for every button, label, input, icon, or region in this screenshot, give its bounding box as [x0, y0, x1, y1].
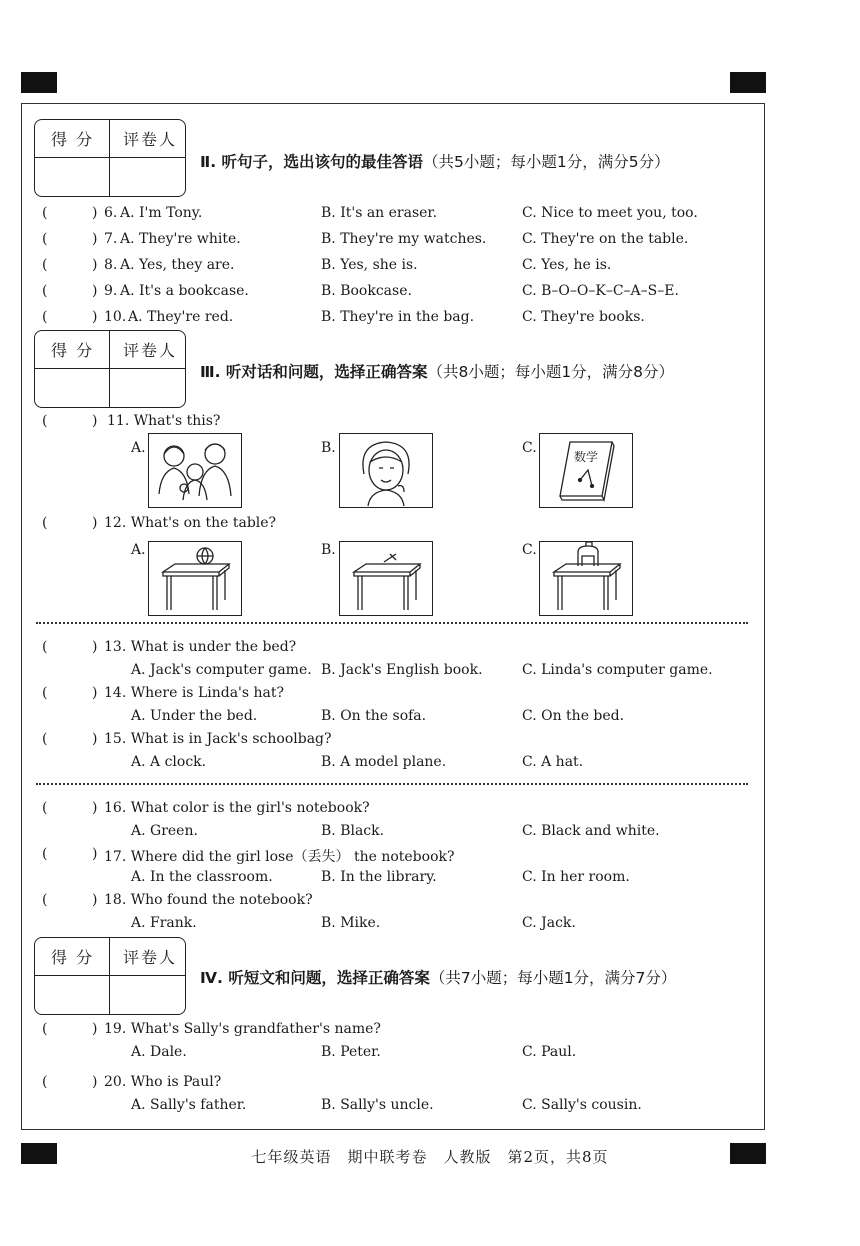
answer-paren-open: (	[42, 283, 48, 299]
answer-paren-close: )	[92, 1021, 98, 1037]
question-text: 16. What color is the girl's notebook?	[104, 800, 370, 816]
option-b: B. They're my watches.	[321, 231, 487, 247]
answer-paren-close: )	[92, 685, 98, 701]
answer-paren-open: (	[42, 731, 48, 747]
option-c: C. Nice to meet you, too.	[522, 205, 698, 221]
math-book-picture	[539, 433, 633, 508]
divider	[36, 783, 748, 785]
option-b: B. On the sofa.	[321, 708, 427, 724]
section-title: Ⅲ. 听对话和问题，选择正确答案（共8小题；每小题1分，满分8分）	[200, 363, 675, 381]
option-c: C. They're books.	[522, 309, 645, 325]
answer-paren-close: )	[92, 205, 98, 221]
answer-paren-open: (	[42, 309, 48, 325]
option-label: A.	[131, 542, 146, 558]
score-label: 得 分	[51, 948, 95, 967]
option-c: C. They're on the table.	[522, 231, 689, 247]
option-c: C. A hat.	[522, 754, 584, 770]
option-label: B.	[321, 542, 336, 558]
item-number: 6.	[104, 205, 118, 221]
option-c: C. Sally's cousin.	[522, 1097, 642, 1113]
option-a: A. Dale.	[131, 1044, 187, 1060]
option-a: A. Sally's father.	[131, 1097, 247, 1113]
option-label: B.	[321, 440, 336, 456]
option-a: A. Under the bed.	[131, 708, 258, 724]
answer-paren-close: )	[92, 231, 98, 247]
option-a: A. Frank.	[131, 915, 197, 931]
answer-paren-close: )	[92, 413, 98, 429]
score-box	[34, 937, 186, 1015]
answer-paren-open: (	[42, 1074, 48, 1090]
registration-mark	[730, 72, 766, 93]
answer-paren-open: (	[42, 515, 48, 531]
option-b: B. Yes, she is.	[321, 257, 418, 273]
question-text: 17. Where did the girl lose（丢失） the notebook?	[104, 849, 455, 865]
question-text: 15. What is in Jack's schoolbag?	[104, 731, 332, 747]
option-c: C. B–O–O–K–C–A–S–E.	[522, 283, 679, 299]
question-text: 18. Who found the notebook?	[104, 892, 313, 908]
option-b: B. It's an eraser.	[321, 205, 438, 221]
family-picture	[148, 433, 242, 508]
option-b: B. Mike.	[321, 915, 381, 931]
answer-paren-close: )	[92, 846, 98, 862]
answer-paren-open: (	[42, 231, 48, 247]
answer-paren-close: )	[92, 639, 98, 655]
question-text: 14. Where is Linda's hat?	[104, 685, 285, 701]
answer-paren-open: (	[42, 413, 48, 429]
option-label: A.	[131, 440, 146, 456]
question-text: 20. Who is Paul?	[104, 1074, 222, 1090]
option-c: C. Jack.	[522, 915, 576, 931]
score-box	[34, 119, 186, 197]
answer-paren-open: (	[42, 639, 48, 655]
table-with-ball-picture	[148, 541, 242, 616]
question-text: 13. What is under the bed?	[104, 639, 297, 655]
table-with-schoolbag-picture	[539, 541, 633, 616]
answer-paren-close: )	[92, 1074, 98, 1090]
grader-label: 评卷人	[123, 130, 178, 149]
grader-label: 评卷人	[123, 948, 178, 967]
option-b: B. Peter.	[321, 1044, 381, 1060]
answer-paren-open: (	[42, 892, 48, 908]
option-a: A. They're red.	[128, 309, 234, 325]
girl-picture	[339, 433, 433, 508]
item-number: 10.	[104, 309, 127, 325]
score-box	[34, 330, 186, 408]
question-text: 12. What's on the table?	[104, 515, 277, 531]
question-text: 19. What's Sally's grandfather's name?	[104, 1021, 381, 1037]
option-a: A. It's a bookcase.	[120, 283, 249, 299]
score-label: 得 分	[51, 341, 95, 360]
option-b: B. They're in the bag.	[321, 309, 475, 325]
registration-mark	[21, 72, 57, 93]
answer-paren-close: )	[92, 892, 98, 908]
option-a: A. I'm Tony.	[120, 205, 203, 221]
book-title: 数学	[573, 450, 599, 464]
grader-label: 评卷人	[123, 341, 178, 360]
section-title: Ⅳ. 听短文和问题，选择正确答案（共7小题；每小题1分，满分7分）	[200, 969, 677, 987]
option-a: A. A clock.	[131, 754, 207, 770]
item-number: 8.	[104, 257, 118, 273]
option-a: A. In the classroom.	[131, 869, 273, 885]
option-c: C. In her room.	[522, 869, 630, 885]
option-b: B. A model plane.	[321, 754, 447, 770]
option-b: B. Black.	[321, 823, 385, 839]
score-label: 得 分	[51, 130, 95, 149]
option-a: A. They're white.	[120, 231, 241, 247]
option-a: A. Green.	[131, 823, 198, 839]
option-c: C. Yes, he is.	[522, 257, 612, 273]
option-b: B. In the library.	[321, 869, 437, 885]
answer-paren-open: (	[42, 205, 48, 221]
option-c: C. Linda's computer game.	[522, 662, 713, 678]
answer-paren-open: (	[42, 846, 48, 862]
item-number: 9.	[104, 283, 118, 299]
option-b: B. Sally's uncle.	[321, 1097, 434, 1113]
option-c: C. On the bed.	[522, 708, 625, 724]
option-a: A. Jack's computer game.	[131, 662, 312, 678]
option-b: B. Bookcase.	[321, 283, 412, 299]
answer-paren-open: (	[42, 800, 48, 816]
page-footer: 七年级英语 期中联考卷 人教版 第2页，共8页	[251, 1148, 609, 1166]
option-c: C. Paul.	[522, 1044, 577, 1060]
option-c: C. Black and white.	[522, 823, 660, 839]
option-label: C.	[522, 542, 537, 558]
table-with-key-picture	[339, 541, 433, 616]
answer-paren-open: (	[42, 257, 48, 273]
option-label: C.	[522, 440, 537, 456]
option-b: B. Jack's English book.	[321, 662, 483, 678]
answer-paren-close: )	[92, 800, 98, 816]
answer-paren-close: )	[92, 283, 98, 299]
answer-paren-close: )	[92, 731, 98, 747]
option-a: A. Yes, they are.	[120, 257, 235, 273]
answer-paren-close: )	[92, 309, 98, 325]
question-text: 11. What's this?	[107, 413, 221, 429]
answer-paren-open: (	[42, 1021, 48, 1037]
item-number: 7.	[104, 231, 118, 247]
divider	[36, 622, 748, 624]
answer-paren-open: (	[42, 685, 48, 701]
answer-paren-close: )	[92, 257, 98, 273]
section-title: Ⅱ. 听句子，选出该句的最佳答语（共5小题；每小题1分，满分5分）	[200, 153, 670, 171]
answer-paren-close: )	[92, 515, 98, 531]
